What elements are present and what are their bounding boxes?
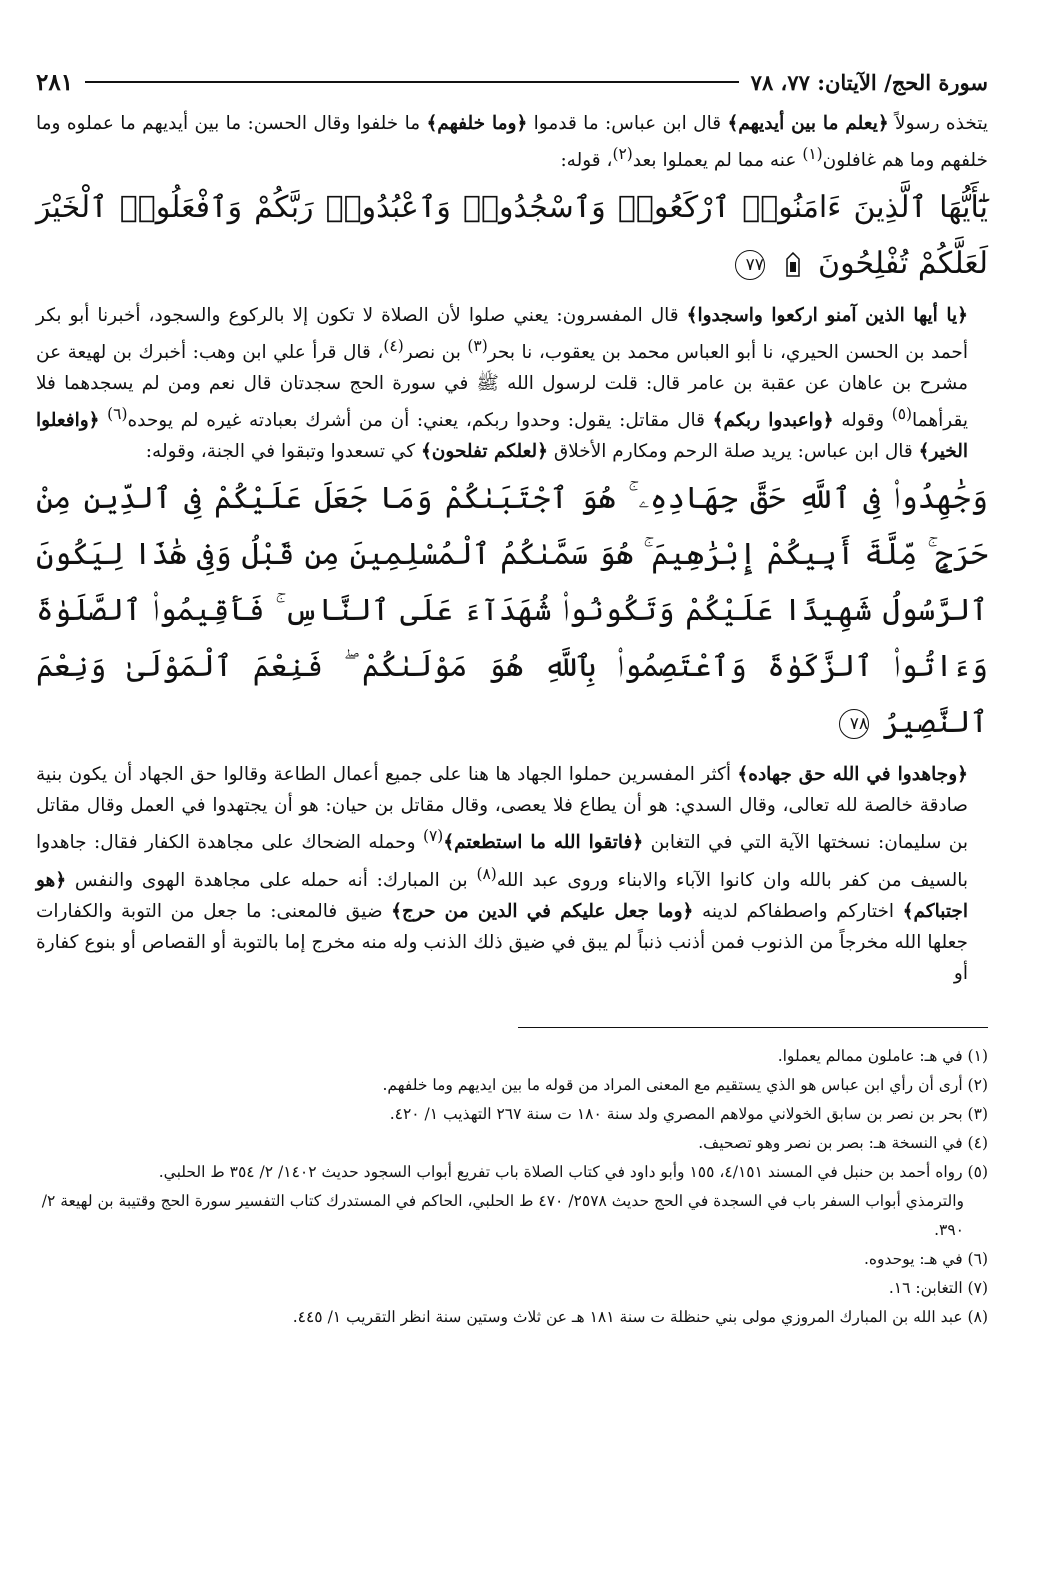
verse-text: يَٰٓأَيُّهَا ٱلَّذِينَ ءَامَنُوا۟ ٱرْكَعُوا۟ وَٱسْجُدُوا۟ وَٱعْبُدُوا۟ رَبَّكُمْ وَٱفْعَلُوا۟ ٱلْخَيْرَ لَعَلَّكُمْ تُفْلِحُونَ bbox=[36, 190, 988, 282]
text-run: ما خلفوا وقال الحسن: ما بين أيديهم ما عملوه وما خلفهم وما هم غافلون bbox=[36, 113, 988, 172]
text-run: ضيق فالمعنى: ما جعل من التوبة والكفارات جعلها الله مخرجاً من الذنوب فمن أذنب ذنباً لم يبق في ضيق ذلك الذنب وله منه مخرج إما بالتوبة أو القصاص أو بنوع كفارة أو bbox=[36, 900, 968, 984]
quran-quote: ﴿فاتقوا الله ما استطعتم﴾ bbox=[443, 832, 644, 854]
footnote-ref: (٢) bbox=[612, 145, 633, 163]
quran-quote: ﴿واعبدوا ربكم﴾ bbox=[712, 410, 834, 432]
footnote-separator bbox=[518, 1027, 988, 1028]
text-run: أكثر المفسرين حملوا الجهاد ها هنا على جميع أعمال الطاعة وقالوا حق الجهاد أن يكون بنية صادقة خالصة لله تعالى، وقال السدي: هو أن يطاع فلا يعصى، وقال مقاتل بن حيان: هو أن يجتهدوا في العمل وقال مقاتل بن سليمان: نسختها الآية التي في التغابن bbox=[36, 764, 968, 854]
text-run: عنه مما لم يعملوا بعد bbox=[632, 150, 803, 172]
quran-quote: ﴿هو اجتباكم﴾ bbox=[36, 869, 968, 922]
running-header bbox=[36, 62, 988, 102]
footnote-ref: (٦) bbox=[107, 405, 128, 424]
quran-quote: ﴿وافعلوا الخير﴾ bbox=[36, 410, 968, 463]
footnote-1: (١) في هـ: عاملون ممالم يعملوا. bbox=[777, 1046, 988, 1065]
text-run bbox=[100, 410, 108, 431]
footnote-3: (٣) بحر بن نصر بن سابق الخولاني مولاهم المصري ولد سنة ١٨٠ ت سنة ٢٦٧ التهذيب ١/ ٤٢٠. bbox=[389, 1104, 988, 1123]
footnote-ref: (٨) bbox=[476, 864, 497, 883]
header-rule bbox=[85, 81, 739, 83]
commentary-paragraph-3 bbox=[36, 759, 988, 988]
commentary-paragraph-1 bbox=[36, 108, 988, 176]
quran-quote: ﴿وجاهدوا في الله حق جهاده﴾ bbox=[737, 764, 969, 786]
quran-quote: ﴿يعلم ما بين أيديهم﴾ bbox=[727, 113, 889, 134]
text-run: بن نصر bbox=[403, 342, 468, 364]
page bbox=[36, 62, 988, 1332]
quran-quote: ﴿يا أيها الذين آمنو اركعوا واسجدوا﴾ bbox=[686, 305, 968, 327]
footnote-5: (٥) رواه أحمد بن حنبل في المسند ٤/١٥١، ١٥٥ وأبو داود في كتاب الصلاة باب تفريع أبواب السجود حديث ١٤٠٢/ ٢/ ٣٥٤ ط الحلبي. bbox=[158, 1162, 988, 1181]
text-run: وقوله bbox=[833, 410, 892, 432]
footnote-ref: (٥) bbox=[891, 405, 913, 424]
text-run: قال ابن عباس: يريد صلة الرحم ومكارم الأخلاق bbox=[548, 441, 919, 463]
footnotes bbox=[36, 1042, 988, 1332]
text-run: وحمله الضحاك على مجاهدة الكفار فقال: جاهدوا بالسيف من كفر بالله وان كانوا الآباء والابناء وروى عبد الله bbox=[36, 832, 969, 891]
text-run: ، قوله: bbox=[560, 150, 613, 172]
footnote-ref: (٧) bbox=[422, 827, 444, 846]
sajda-icon bbox=[784, 252, 802, 278]
quran-verse-77 bbox=[36, 180, 988, 292]
text-run: بن المبارك: أنه حمله على مجاهدة الهوى والنفس bbox=[66, 869, 477, 891]
footnote-6: (٦) في هـ: يوحدوه. bbox=[863, 1249, 988, 1268]
text-run: اختاركم واصطفاكم لدينه bbox=[693, 900, 903, 922]
text-run: قال المفسرون: يعني صلوا لأن الصلاة لا تكون إلا بالركوع والسجود، أخبرنا أبو بكر أحمد بن الحسن الحيري، نا أبو العباس محمد بن يعقوب، نا بحر bbox=[36, 305, 969, 364]
ayah-number-marker: ٧٧ bbox=[735, 250, 765, 280]
page-number: ٢٨١ bbox=[36, 68, 74, 96]
footnote-5-continued: والترمذي أبواب السفر باب في السجدة في الحج حديث ٢٥٧٨/ ٤٧٠ ط الحلبي، الحاكم في المستدرك كتاب التفسير سورة الحج وقتيبة بن لهيعة ٢/ ٣٩٠. bbox=[41, 1191, 964, 1239]
footnote-4: (٤) في النسخة هـ: بصر بن نصر وهو تصحيف. bbox=[698, 1133, 988, 1152]
text-run: قال مقاتل: يقول: وحدوا ربكم، يعني: أن من أشرك بعبادته غيره لم يوحده bbox=[127, 410, 713, 432]
quran-verse-78 bbox=[36, 471, 988, 751]
quran-quote: ﴿وما خلفهم﴾ bbox=[426, 113, 528, 134]
header-title: سورة الحج/ الآيتان: ٧٧، ٧٨ bbox=[750, 69, 988, 95]
text-run: قال ابن عباس: ما قدموا bbox=[527, 113, 728, 134]
footnote-2: (٢) أرى أن رأي ابن عباس هو الذي يستقيم مع المعنى المراد من قوله ما بين ايديهم وما خلفهم. bbox=[382, 1075, 988, 1094]
footnote-8: (٨) عبد الله بن المبارك المروزي مولى بني حنظلة ت سنة ١٨١ هـ عن ثلاث وستين سنة انظر التقريب ١/ ٤٤٥. bbox=[292, 1307, 988, 1326]
footnote-ref: (٤) bbox=[383, 337, 404, 356]
text-run: يتخذه رسولاً bbox=[888, 113, 988, 134]
footnote-ref: (١) bbox=[802, 145, 823, 163]
ayah-number-marker: ٧٨ bbox=[839, 709, 869, 739]
quran-quote: ﴿لعلكم تفلحون﴾ bbox=[420, 441, 549, 463]
commentary-paragraph-2 bbox=[36, 300, 988, 467]
text-run: ، قال قرأ علي ابن وهب: أخبرك بن لهيعة عن مشرح بن عاهان عن عقبة بن عامر قال: قلت لرسول الله ﷺ في سورة الحج سجدتان قال نعم ومن لم يسجدهما فلا يقرأهما bbox=[36, 342, 969, 432]
verse-text: وَجَٰهِدُوا۟ فِى ٱللَّهِ حَقَّ جِهَادِهِۦ ۚ هُوَ ٱجْتَبَىٰكُمْ وَمَا جَعَلَ عَلَيْكُمْ فِى ٱلدِّينِ مِنْ حَرَجٍ ۚ مِّلَّةَ أَبِيكُمْ إِبْرَٰهِيمَ ۚ هُوَ سَمَّىٰكُمُ ٱلْمُسْلِمِينَ مِن قَبْلُ وَفِى هَٰذَا لِيَكُونَ ٱلرَّسُولُ شَهِيدًا عَلَيْكُمْ وَتَكُونُوا۟ شُهَدَآءَ عَلَى ٱلنَّاسِ ۚ فَأَقِيمُوا۟ ٱلصَّلَوٰةَ وَءَاتُوا۟ ٱلزَّكَوٰةَ وَٱعْتَصِمُوا۟ بِٱللَّهِ هُوَ مَوْلَىٰكُمْ ۖ فَنِعْمَ ٱلْمَوْلَىٰ وَنِعْمَ ٱلنَّصِيرُ bbox=[36, 481, 988, 741]
footnote-ref: (٣) bbox=[467, 337, 488, 356]
quran-quote: ﴿وما جعل عليكم في الدين من حرج﴾ bbox=[391, 900, 694, 922]
footnote-7: (٧) التغابن: ١٦. bbox=[888, 1278, 988, 1297]
text-run: كي تسعدوا وتبقوا في الجنة، وقوله: bbox=[145, 441, 421, 463]
